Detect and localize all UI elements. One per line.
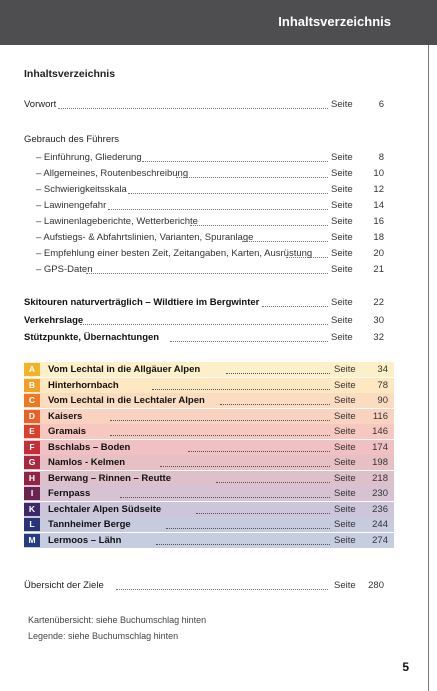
dot-leader [110,434,330,436]
region-row[interactable] [24,486,394,501]
dot-leader [262,305,328,307]
page-ref: 174 [372,441,388,453]
toc-subentry[interactable] [24,215,388,229]
entry-label: – Aufstiegs- & Abfahrtslinien, Varianten, Spuranlage [36,232,254,243]
seite-label: Seite [334,364,356,375]
dot-leader [160,465,330,467]
dot-leader [220,403,330,405]
dot-leader [226,372,330,374]
seite-label: Seite [334,426,356,437]
seite-label: Seite [334,534,356,546]
region-letter-badge: G [24,456,40,469]
page-ref: 198 [372,457,388,468]
toc-subentry[interactable] [24,183,388,197]
entry-label: – Schwierigkeitsskala [36,184,127,195]
seite-label: Seite [331,264,353,275]
region-row[interactable] [24,471,394,486]
entry-label: – Einführung, Gliederung [36,152,142,163]
seite-label: Seite [331,297,353,308]
dot-leader [108,208,328,210]
region-name: Bschlabs – Boden [48,441,131,453]
seite-label: Seite [331,332,353,343]
region-letter-badge: L [24,518,40,531]
region-name: Kaisers [48,410,83,422]
toc-entry-verkehrslage[interactable] [24,314,388,328]
dot-leader [128,192,328,194]
note-legende: Legende: siehe Buchumschlag hinten [28,631,179,641]
seite-label: Seite [331,216,353,227]
seite-label: Seite [334,395,356,406]
toc-entry-skitouren[interactable] [24,296,388,310]
entry-label: – Lawinengefahr [36,200,107,211]
seite-label: Seite [331,248,353,259]
page-ref: 18 [373,232,384,243]
seite-label: Seite [334,379,356,391]
dot-leader [188,450,330,452]
toc-heading: Inhaltsverzeichnis [24,68,116,80]
region-letter-badge: D [24,410,40,423]
page-ref: 274 [372,534,388,546]
page-ref: 116 [372,410,388,422]
toc-entry-gebrauch[interactable] [24,133,388,147]
dot-leader [190,224,328,226]
seite-label: Seite [331,168,353,179]
toc-subentry[interactable] [24,151,388,165]
region-letter-badge: H [24,472,40,485]
dot-leader [176,176,328,178]
seite-label: Seite [334,410,356,422]
region-name: Lermoos – Lähn [48,534,122,546]
dot-leader [242,240,328,242]
page-ref: 8 [378,152,384,163]
page-number: 5 [402,660,409,674]
region-name: Vom Lechtal in die Lechtaler Alpen [48,395,205,406]
region-row[interactable] [24,393,394,408]
page-ref: 12 [373,184,384,195]
region-name: Lechtaler Alpen Südseite [48,503,162,515]
margin-rule [428,45,429,691]
entry-label: Skitouren naturverträglich – Wildtiere im Bergwinter [24,297,260,308]
seite-label: Seite [331,315,353,326]
dot-leader [286,256,328,258]
page-ref: 230 [372,488,388,499]
page-ref: 10 [373,168,384,179]
seite-label: Seite [334,519,356,530]
region-letter-badge: K [24,503,40,516]
region-name: Fernpass [48,488,91,499]
entry-label: Übersicht der Ziele [24,580,104,591]
page-ref: 78 [377,379,388,391]
seite-label: Seite [334,457,356,468]
page-ref: 30 [373,315,384,326]
page-ref: 21 [373,264,384,275]
toc-subentry[interactable] [24,231,388,245]
region-name: Vom Lechtal in die Allgäuer Alpen [48,364,201,375]
seite-label: Seite [331,99,353,110]
dot-leader [86,272,328,274]
toc-entry-vorwort[interactable] [24,98,388,112]
seite-label: Seite [334,503,356,515]
entry-label: Stützpunkte, Übernachtungen [24,332,160,343]
seite-label: Seite [331,232,353,243]
toc-entry-uebersicht[interactable] [24,579,388,593]
seite-label: Seite [334,472,356,484]
region-row[interactable] [24,378,394,393]
entry-label: Verkehrslage [24,315,84,326]
region-row[interactable] [24,424,394,439]
entry-label: Gebrauch des Führers [24,134,120,145]
entry-label: – GPS-Daten [36,264,93,275]
dot-leader [58,107,328,109]
region-name: Berwang – Rinnen – Reutte [48,472,171,484]
entry-label: – Lawinenlageberichte, Wetterberichte [36,216,198,227]
region-row[interactable] [24,517,394,532]
region-letter-badge: B [24,379,40,392]
page-ref: 90 [377,395,388,406]
toc-subentry[interactable] [24,167,388,181]
page-ref: 244 [372,519,388,530]
page-ref: 218 [372,472,388,484]
page-ref: 14 [373,200,384,211]
seite-label: Seite [331,152,353,163]
dot-leader [170,340,328,342]
region-letter-badge: C [24,394,40,407]
region-letter-badge: M [24,534,40,547]
entry-label: – Allgemeines, Routenbeschreibung [36,168,189,179]
page-ref: 34 [377,364,388,375]
region-row[interactable] [24,440,394,455]
entry-label: Vorwort [24,99,57,110]
dot-leader [196,512,330,514]
dot-leader [216,481,330,483]
page-ref: 22 [373,297,384,308]
dot-leader [116,588,328,590]
region-letter-badge: E [24,425,40,438]
page-ref: 16 [373,216,384,227]
page-ref: 280 [368,580,384,591]
dot-leader [142,160,328,162]
toc-subentry[interactable] [24,199,388,213]
header-title: Inhaltsverzeichnis [278,14,391,29]
page-ref: 20 [373,248,384,259]
region-row[interactable] [24,455,394,470]
region-row[interactable] [24,502,394,517]
region-letter-badge: F [24,441,40,454]
page-ref: 32 [373,332,384,343]
region-letter-badge: A [24,363,40,376]
dot-leader [166,527,330,529]
page-ref: 6 [378,99,384,110]
dot-leader [120,496,330,498]
entry-label: – Empfehlung einer besten Zeit, Zeitangaben, Karten, Ausrüstung [36,248,313,259]
page-ref: 146 [372,426,388,437]
header-bar [0,0,437,45]
region-name: Gramais [48,426,87,437]
region-name: Hinterhornbach [48,379,119,391]
region-name: Tannheimer Berge [48,519,131,530]
seite-label: Seite [334,441,356,453]
dot-leader [152,388,330,390]
region-row[interactable] [24,533,394,548]
seite-label: Seite [334,488,356,499]
region-row[interactable] [24,362,394,377]
dot-leader [110,419,330,421]
region-name: Namlos - Kelmen [48,457,126,468]
dot-leader [80,323,328,325]
page-ref: 236 [372,503,388,515]
seite-label: Seite [331,200,353,211]
region-row[interactable] [24,409,394,424]
toc-entry-stuetzpunkte[interactable] [24,331,388,345]
note-kartenuebersicht: Kartenübersicht: siehe Buchumschlag hinten [28,615,207,625]
toc-subentry[interactable] [24,263,388,277]
seite-label: Seite [331,184,353,195]
toc-subentry[interactable] [24,247,388,261]
seite-label: Seite [334,580,356,591]
dot-leader [156,543,330,545]
region-letter-badge: I [24,487,40,500]
